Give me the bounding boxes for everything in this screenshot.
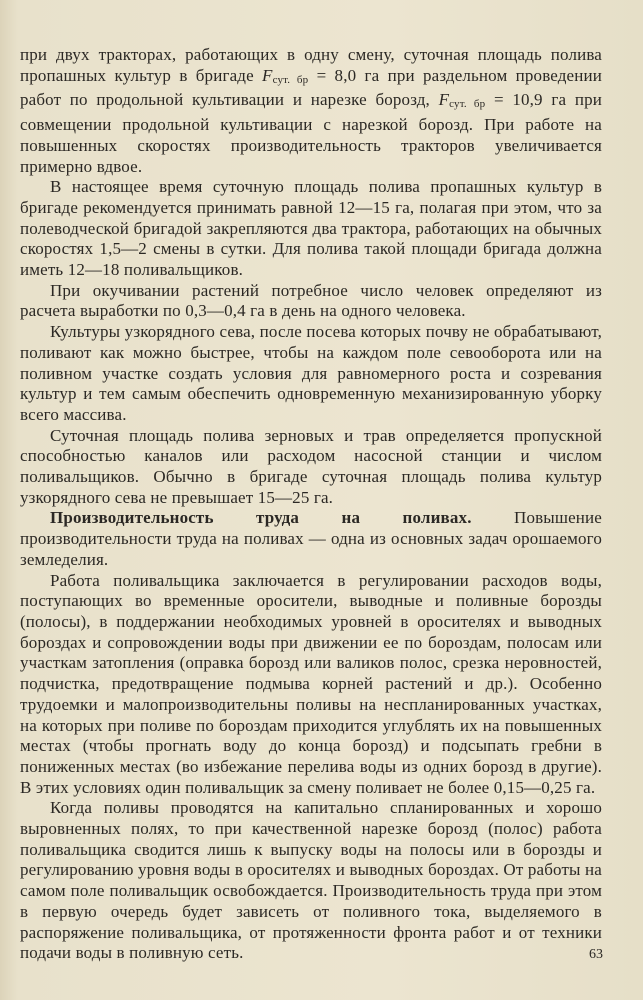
text-run: при двух тракторах, работающих в одну смену, суточная площадь полива пропашных культур в бригаде — [20, 45, 602, 85]
text-run: = 8,0 га при раздельном проведении работ по продольной культивации и нарезке борозд, — [20, 65, 602, 110]
paragraph-p6 — [20, 508, 602, 570]
run-in-heading: Производительность труда на поливах. — [50, 508, 472, 528]
formula-symbol: F — [262, 65, 273, 85]
paragraph-p8 — [20, 798, 602, 964]
paragraph-p2 — [20, 177, 602, 281]
body-text — [20, 45, 602, 964]
text-run: = 10,9 га при совмещении продольной культивации с нарезкой борозд. При работе на повышенных скоростях производительность тракторов увеличивается примерно вдвое. — [20, 90, 602, 176]
text-run: Культуры узкорядного сева, после посева которых почву не обрабатывают, поливают как можно быстрее, чтобы на каждом поле севооборота или на поливном участке создать условия для равномерного роста и созревания культур и тем самым обеспечить одновременную механизированную уборку всего массива. — [20, 322, 602, 424]
paragraph-p7 — [20, 571, 602, 799]
formula-subscript: сут. бр — [449, 98, 486, 111]
paragraph-p3 — [20, 281, 602, 322]
formula-subscript: сут. бр — [272, 73, 309, 86]
text-run: Когда поливы проводятся на капитально спланированных и хорошо выровненных полях, то при качественной нарезке борозд (полос) работа поливальщика сводится лишь к выпуску воды на полосы или в борозды и регулированию уровня воды в оросителях и выводных бороздах. От работы на самом поле поливальщик освобождается. Производительность труда при этом в первую очередь будет зависеть от поливного тока, выделяемого в распоряжение поливальщика, от протяженности фронта работ и от техники подачи воды в поливную сеть. — [20, 798, 602, 963]
paragraph-p5 — [20, 426, 602, 509]
text-run: При окучивании растений потребное число человек определяют из расчета выработки по 0,3—0,4 га в день на одного человека. — [20, 280, 602, 321]
text-run: Повышение производительности труда на поливах — одна из основных задач орошаемого земледелия. — [20, 508, 602, 569]
text-run: Работа поливальщика заключается в регулировании расходов воды, поступающих во временные оросители, выводные и поливные борозды (полосы), в поддержании необходимых уровней в оросителях и выводных бороздах и сопровождении воды при движении ее по бороздам, полосам или участкам затопления (оправка борозд или валиков полос, срезка неровностей, подчистка, предотвращение подмыва корней растений и др.). Особенно трудоемки и малопроизводительны поливы на неспланированных участках, на которых при поливе по бороздам приходится углублять их на повышенных местах (чтобы прогнать воду до конца борозд) и подсыпать гребни в пониженных местах (во избежание перелива воды из одних борозд в другие). В этих условиях один поливальщик за смену поливает не более 0,15—0,25 га. — [20, 570, 602, 797]
paragraph-p1 — [20, 45, 602, 177]
text-run: В настоящее время суточную площадь полива пропашных культур в бригаде рекомендуется принимать равной 12—15 га, полагая при этом, что за полеводческой бригадой закрепляются два трактора, работающих на обычных скоростях 1,5—2 смены в сутки. Для полива такой площади бригада должна иметь 12—18 поливальщиков. — [20, 177, 602, 280]
page-number: 63 — [589, 947, 603, 962]
formula-symbol: F — [438, 90, 450, 110]
text-run: Суточная площадь полива зерновых и трав определяется пропускной способностью каналов или расходом насосной станции и числом поливальщиков. Обычно в бригаде суточная площадь полива культур узкорядного сева не превышает 15—25 га. — [20, 425, 602, 507]
paragraph-p4 — [20, 322, 602, 426]
